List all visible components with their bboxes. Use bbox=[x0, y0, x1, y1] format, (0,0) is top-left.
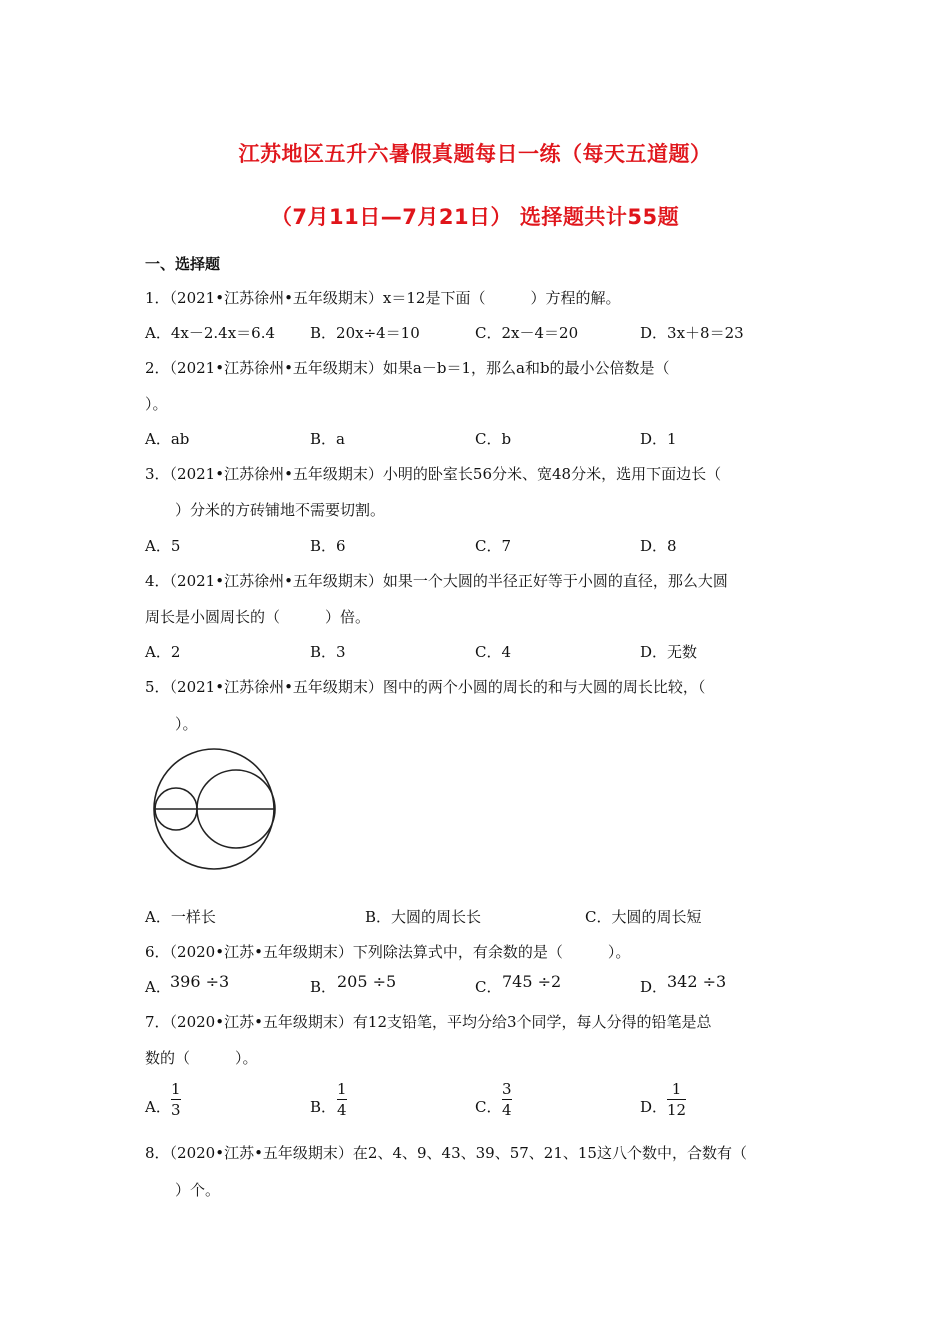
question-7-option-a-fraction bbox=[171, 1080, 181, 1119]
numerator: 3 bbox=[502, 1080, 512, 1098]
question-4-option-d: D．无数 bbox=[640, 643, 698, 661]
question-4-text-cont: 周长是小圆周长的（ ）倍。 bbox=[145, 608, 371, 626]
numerator: 1 bbox=[337, 1080, 347, 1098]
question-3-option-b: B．6 bbox=[310, 537, 346, 555]
question-7-text-cont: 数的（ ）。 bbox=[145, 1049, 258, 1067]
question-2-text: 2．（2021•江苏徐州•五年级期末）如果a－b＝1，那么a和b的最小公倍数是（ bbox=[145, 359, 670, 377]
question-1-option-d: D．3x＋8＝23 bbox=[640, 324, 744, 342]
question-6-option-a-label: A． bbox=[145, 978, 171, 996]
denominator: 4 bbox=[337, 1101, 347, 1119]
question-4-option-a: A．2 bbox=[145, 643, 181, 661]
question-4-option-b: B．3 bbox=[310, 643, 346, 661]
question-5-text: 5．（2021•江苏徐州•五年级期末）图中的两个小圆的周长的和与大圆的周长比较，（ bbox=[145, 678, 706, 696]
question-6-option-d-label: D． bbox=[640, 978, 668, 996]
question-2-option-b: B．a bbox=[310, 430, 345, 448]
question-6-option-b-expression: 205 ÷5 bbox=[337, 972, 397, 991]
denominator: 12 bbox=[667, 1101, 687, 1119]
question-3-text: 3．（2021•江苏徐州•五年级期末）小明的卧室长56分米、宽48分米，选用下面边长（ bbox=[145, 465, 722, 483]
question-1-text: 1．（2021•江苏徐州•五年级期末）x＝12是下面（ ）方程的解。 bbox=[145, 289, 621, 307]
question-6-option-d-expression: 342 ÷3 bbox=[667, 972, 727, 991]
question-5-option-a: A．一样长 bbox=[145, 908, 216, 926]
question-1-option-a: A．4x－2.4x＝6.4 bbox=[145, 324, 276, 342]
question-3-option-c: C．7 bbox=[475, 537, 512, 555]
circles-figure bbox=[150, 745, 280, 875]
question-2-text-cont: ）。 bbox=[145, 395, 168, 413]
document-title-line-1: 江苏地区五升六暑假真题每日一练（每天五道题） bbox=[238, 142, 712, 166]
question-8-text-cont: ）个。 bbox=[160, 1181, 221, 1199]
question-7-option-b-label: B． bbox=[310, 1098, 337, 1116]
question-2-option-d: D．1 bbox=[640, 430, 677, 448]
question-3-option-d: D．8 bbox=[640, 537, 677, 555]
document-title-line-2: （7月11日—7月21日） 选择题共计55题 bbox=[270, 205, 680, 229]
question-8-text: 8．（2020•江苏•五年级期末）在2、4、9、43、39、57、21、15这八个数中，合数有（ bbox=[145, 1144, 747, 1162]
question-6-option-b-label: B． bbox=[310, 978, 337, 996]
question-7-option-d-label: D． bbox=[640, 1098, 668, 1116]
numerator: 1 bbox=[671, 1080, 682, 1098]
question-4-option-c: C．4 bbox=[475, 643, 512, 661]
denominator: 3 bbox=[171, 1101, 181, 1119]
question-2-option-a: A．ab bbox=[145, 430, 190, 448]
numerator: 1 bbox=[171, 1080, 181, 1098]
section-heading: 一、选择题 bbox=[145, 255, 221, 273]
question-3-text-cont: ）分米的方砖铺地不需要切割。 bbox=[160, 501, 386, 519]
question-5-option-c: C．大圆的周长短 bbox=[585, 908, 702, 926]
question-7-option-d-fraction bbox=[667, 1080, 686, 1119]
question-7-option-c-fraction bbox=[502, 1080, 512, 1119]
question-6-option-c-expression: 745 ÷2 bbox=[502, 972, 562, 991]
question-6-option-a-expression: 396 ÷3 bbox=[170, 972, 230, 991]
question-7-option-c-label: C． bbox=[475, 1098, 502, 1116]
question-6-text: 6．（2020•江苏•五年级期末）下列除法算式中，有余数的是（ ）。 bbox=[145, 943, 631, 961]
question-3-option-a: A．5 bbox=[145, 537, 181, 555]
question-4-text: 4．（2021•江苏徐州•五年级期末）如果一个大圆的半径正好等于小圆的直径，那么大圆 bbox=[145, 572, 728, 590]
question-7-text: 7．（2020•江苏•五年级期末）有12支铅笔，平均分给3个同学，每人分得的铅笔是总 bbox=[145, 1013, 712, 1031]
question-5-option-b: B．大圆的周长长 bbox=[365, 908, 482, 926]
denominator: 4 bbox=[502, 1101, 512, 1119]
question-7-option-a-label: A． bbox=[145, 1098, 171, 1116]
question-5-text-cont: ）。 bbox=[160, 715, 198, 733]
question-1-option-b: B．20x÷4＝10 bbox=[310, 324, 420, 342]
question-1-option-c: C．2x－4＝20 bbox=[475, 324, 579, 342]
question-6-option-c-label: C． bbox=[475, 978, 502, 996]
question-2-option-c: C．b bbox=[475, 430, 512, 448]
question-7-option-b-fraction bbox=[337, 1080, 347, 1119]
